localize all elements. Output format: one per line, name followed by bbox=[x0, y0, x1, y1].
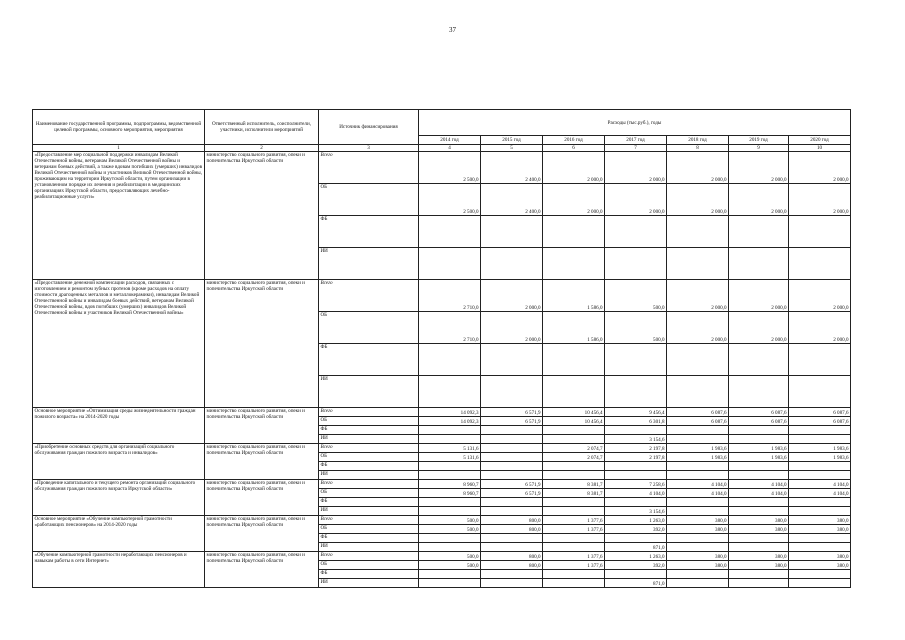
amount-cell: 380,0 bbox=[789, 552, 851, 561]
amount-cell bbox=[729, 376, 789, 408]
amount-cell bbox=[605, 498, 667, 507]
amount-cell bbox=[729, 543, 789, 552]
amount-cell bbox=[481, 376, 543, 408]
amount-cell: 500,0 bbox=[419, 561, 481, 570]
amount-cell: 2 400,0 bbox=[481, 184, 543, 216]
measure-executor: министерство социального развития, опеки и попечительства Иркутской области bbox=[205, 552, 319, 588]
amount-cell bbox=[789, 543, 851, 552]
amount-cell bbox=[729, 344, 789, 376]
table-row bbox=[33, 516, 851, 525]
amount-cell bbox=[543, 426, 605, 435]
amount-cell bbox=[481, 426, 543, 435]
measure-executor: министерство социального развития, опеки и попечительства Иркутской области bbox=[205, 408, 319, 444]
amount-cell bbox=[543, 435, 605, 444]
amount-cell bbox=[543, 543, 605, 552]
amount-cell bbox=[419, 570, 481, 579]
amount-cell bbox=[481, 462, 543, 471]
funding-source: ОБ bbox=[319, 525, 419, 534]
amount-cell bbox=[729, 248, 789, 280]
amount-cell: 380,0 bbox=[667, 516, 729, 525]
funding-source: ИИ bbox=[319, 543, 419, 552]
table-row bbox=[33, 280, 851, 312]
amount-cell: 380,0 bbox=[789, 561, 851, 570]
amount-cell: 380,0 bbox=[729, 516, 789, 525]
amount-cell: 871,0 bbox=[605, 579, 667, 588]
amount-cell bbox=[543, 248, 605, 280]
amount-cell bbox=[419, 507, 481, 516]
amount-cell: 4 104,0 bbox=[729, 480, 789, 489]
amount-cell bbox=[729, 426, 789, 435]
amount-cell: 6 571,9 bbox=[481, 480, 543, 489]
amount-cell bbox=[789, 507, 851, 516]
amount-cell: 2 000,0 bbox=[729, 152, 789, 184]
amount-cell bbox=[481, 534, 543, 543]
funding-source: ФБ bbox=[319, 498, 419, 507]
header-executor: Ответственный исполнитель, соисполнители, участники, исполнители мероприятий bbox=[205, 110, 319, 145]
amount-cell: 9 456,4 bbox=[605, 408, 667, 417]
column-number: 10 bbox=[789, 145, 851, 152]
table-row bbox=[33, 444, 851, 453]
amount-cell: 2 000,0 bbox=[667, 280, 729, 312]
amount-cell: 392,0 bbox=[605, 525, 667, 534]
funding-source: ИИ bbox=[319, 435, 419, 444]
amount-cell: 380,0 bbox=[667, 561, 729, 570]
amount-cell: 1 983,6 bbox=[667, 444, 729, 453]
amount-cell bbox=[481, 444, 543, 453]
amount-cell bbox=[667, 579, 729, 588]
funding-source: ФБ bbox=[319, 570, 419, 579]
funding-source: ОБ bbox=[319, 561, 419, 570]
amount-cell bbox=[605, 570, 667, 579]
amount-cell: 8 960,7 bbox=[419, 489, 481, 498]
amount-cell: 10 456,4 bbox=[543, 408, 605, 417]
amount-cell: 1 983,6 bbox=[667, 453, 729, 462]
amount-cell bbox=[605, 534, 667, 543]
amount-cell bbox=[481, 579, 543, 588]
amount-cell bbox=[605, 426, 667, 435]
amount-cell: 800,0 bbox=[481, 552, 543, 561]
amount-cell bbox=[419, 435, 481, 444]
amount-cell: 1 377,6 bbox=[543, 516, 605, 525]
amount-cell bbox=[543, 344, 605, 376]
amount-cell bbox=[543, 570, 605, 579]
amount-cell: 2 000,0 bbox=[605, 152, 667, 184]
amount-cell bbox=[419, 543, 481, 552]
amount-cell bbox=[789, 579, 851, 588]
amount-cell: 2 710,0 bbox=[419, 280, 481, 312]
funding-source: Всего bbox=[319, 152, 419, 184]
amount-cell: 1 983,6 bbox=[789, 453, 851, 462]
page-number: 37 bbox=[449, 26, 456, 34]
amount-cell bbox=[667, 462, 729, 471]
amount-cell: 2 500,0 bbox=[419, 152, 481, 184]
amount-cell: 500,0 bbox=[419, 552, 481, 561]
amount-cell: 1 263,0 bbox=[605, 516, 667, 525]
amount-cell bbox=[729, 534, 789, 543]
amount-cell: 380,0 bbox=[729, 525, 789, 534]
amount-cell: 5 131,6 bbox=[419, 453, 481, 462]
amount-cell: 380,0 bbox=[789, 525, 851, 534]
amount-cell: 380,0 bbox=[789, 516, 851, 525]
amount-cell: 380,0 bbox=[729, 561, 789, 570]
amount-cell bbox=[605, 344, 667, 376]
measure-name: Основное мероприятие «Оптимизация среды жизнедеятельности граждан пожилого возраста» на 2014-2020 годы bbox=[33, 408, 205, 444]
funding-source: ФБ bbox=[319, 426, 419, 435]
amount-cell: 2 000,0 bbox=[789, 312, 851, 344]
funding-source: ИИ bbox=[319, 507, 419, 516]
funding-source: ОБ bbox=[319, 312, 419, 344]
amount-cell: 6 087,6 bbox=[729, 408, 789, 417]
amount-cell: 2 500,0 bbox=[419, 184, 481, 216]
amount-cell bbox=[481, 498, 543, 507]
amount-cell bbox=[543, 579, 605, 588]
amount-cell bbox=[605, 376, 667, 408]
amount-cell: 2 000,0 bbox=[481, 280, 543, 312]
amount-cell: 6 087,6 bbox=[667, 408, 729, 417]
amount-cell: 3 154,6 bbox=[605, 507, 667, 516]
amount-cell: 4 104,0 bbox=[729, 489, 789, 498]
amount-cell: 8 381,7 bbox=[543, 489, 605, 498]
amount-cell bbox=[419, 534, 481, 543]
measure-executor: министерство социального развития, опеки и попечительства Иркутской области bbox=[205, 516, 319, 552]
amount-cell: 2 000,0 bbox=[605, 184, 667, 216]
amount-cell: 2 000,0 bbox=[667, 152, 729, 184]
amount-cell bbox=[419, 426, 481, 435]
amount-cell bbox=[419, 579, 481, 588]
amount-cell bbox=[543, 462, 605, 471]
amount-cell bbox=[789, 376, 851, 408]
funding-source: Всего bbox=[319, 552, 419, 561]
amount-cell bbox=[729, 435, 789, 444]
funding-source: ФБ bbox=[319, 462, 419, 471]
amount-cell: 1 377,6 bbox=[543, 561, 605, 570]
amount-cell bbox=[605, 462, 667, 471]
funding-source: ОБ bbox=[319, 453, 419, 462]
amount-cell bbox=[543, 534, 605, 543]
amount-cell bbox=[789, 462, 851, 471]
funding-source: Всего bbox=[319, 408, 419, 417]
amount-cell bbox=[543, 507, 605, 516]
funding-source: ИИ bbox=[319, 471, 419, 480]
amount-cell bbox=[667, 543, 729, 552]
amount-cell: 6 571,9 bbox=[481, 489, 543, 498]
amount-cell: 2 000,0 bbox=[481, 312, 543, 344]
amount-cell bbox=[729, 216, 789, 248]
amount-cell bbox=[667, 435, 729, 444]
table-row bbox=[33, 408, 851, 417]
amount-cell: 2 000,0 bbox=[729, 312, 789, 344]
amount-cell: 14 092,3 bbox=[419, 417, 481, 426]
amount-cell bbox=[419, 216, 481, 248]
header-expenses: Расходы (тыс.руб.), годы bbox=[419, 110, 851, 136]
measure-name: Основное мероприятие «Обучение компьютерной грамотности «работающих пенсионеров» на 2014-2020 годы bbox=[33, 516, 205, 552]
amount-cell: 6 571,9 bbox=[481, 408, 543, 417]
amount-cell: 4 104,0 bbox=[789, 480, 851, 489]
column-number: 8 bbox=[667, 145, 729, 152]
measure-name: «Проведение капитального и текущего ремонта организаций социального обслуживания граждан пожилого возраста Иркутской области» bbox=[33, 480, 205, 516]
amount-cell: 1 263,0 bbox=[605, 552, 667, 561]
amount-cell: 2 074,7 bbox=[543, 453, 605, 462]
header-year: 2019 год bbox=[729, 136, 789, 145]
amount-cell bbox=[667, 471, 729, 480]
amount-cell: 6 087,6 bbox=[789, 408, 851, 417]
funding-source: ОБ bbox=[319, 417, 419, 426]
amount-cell bbox=[543, 376, 605, 408]
budget-table bbox=[32, 109, 851, 588]
amount-cell: 800,0 bbox=[481, 561, 543, 570]
amount-cell: 500,0 bbox=[419, 525, 481, 534]
amount-cell bbox=[729, 471, 789, 480]
amount-cell: 4 104,0 bbox=[605, 489, 667, 498]
amount-cell: 2 000,0 bbox=[543, 184, 605, 216]
amount-cell: 2 000,0 bbox=[789, 152, 851, 184]
amount-cell: 1 983,6 bbox=[729, 453, 789, 462]
amount-cell: 1 586,0 bbox=[543, 312, 605, 344]
column-number: 4 bbox=[419, 145, 481, 152]
amount-cell bbox=[543, 471, 605, 480]
amount-cell bbox=[481, 248, 543, 280]
amount-cell bbox=[543, 216, 605, 248]
amount-cell bbox=[419, 376, 481, 408]
column-number: 7 bbox=[605, 145, 667, 152]
header-year: 2018 год bbox=[667, 136, 729, 145]
column-number: 2 bbox=[205, 145, 319, 152]
amount-cell bbox=[789, 248, 851, 280]
amount-cell: 1 983,6 bbox=[729, 444, 789, 453]
amount-cell: 3 154,6 bbox=[605, 435, 667, 444]
budget-table-body bbox=[33, 152, 851, 588]
funding-source: Всего bbox=[319, 444, 419, 453]
amount-cell: 6 571,9 bbox=[481, 417, 543, 426]
amount-cell bbox=[481, 216, 543, 248]
funding-source: ИИ bbox=[319, 376, 419, 408]
amount-cell: 2 710,0 bbox=[419, 312, 481, 344]
column-number: 5 bbox=[481, 145, 543, 152]
amount-cell bbox=[481, 435, 543, 444]
amount-cell: 4 104,0 bbox=[667, 480, 729, 489]
amount-cell bbox=[667, 507, 729, 516]
funding-source: ОБ bbox=[319, 489, 419, 498]
amount-cell: 8 381,7 bbox=[543, 480, 605, 489]
amount-cell: 1 377,6 bbox=[543, 525, 605, 534]
amount-cell: 4 104,0 bbox=[667, 489, 729, 498]
amount-cell: 6 301,8 bbox=[605, 417, 667, 426]
header-name: Наименование государственной программы, подпрограммы, ведомственной целевой программы, основного мероприятия, мероприятия bbox=[33, 110, 205, 145]
amount-cell bbox=[481, 507, 543, 516]
amount-cell bbox=[667, 570, 729, 579]
amount-cell: 14 092,3 bbox=[419, 408, 481, 417]
amount-cell bbox=[605, 471, 667, 480]
amount-cell bbox=[667, 248, 729, 280]
amount-cell bbox=[729, 579, 789, 588]
amount-cell: 8 960,7 bbox=[419, 480, 481, 489]
header-source: Источник финансирования bbox=[319, 110, 419, 145]
amount-cell: 10 456,4 bbox=[543, 417, 605, 426]
amount-cell bbox=[667, 344, 729, 376]
funding-source: ОБ bbox=[319, 184, 419, 216]
amount-cell: 500,0 bbox=[605, 280, 667, 312]
amount-cell: 2 000,0 bbox=[729, 280, 789, 312]
measure-executor: министерство социального развития, опеки и попечительства Иркутской области bbox=[205, 444, 319, 480]
amount-cell: 380,0 bbox=[667, 525, 729, 534]
amount-cell bbox=[729, 570, 789, 579]
funding-source: ФБ bbox=[319, 216, 419, 248]
amount-cell: 2 000,0 bbox=[543, 152, 605, 184]
amount-cell: 380,0 bbox=[729, 552, 789, 561]
header-year: 2017 год bbox=[605, 136, 667, 145]
amount-cell: 1 377,6 bbox=[543, 552, 605, 561]
amount-cell: 800,0 bbox=[481, 516, 543, 525]
amount-cell: 2 197,8 bbox=[605, 444, 667, 453]
funding-source: ФБ bbox=[319, 344, 419, 376]
measure-executor: министерство социального развития, опеки и попечительства Иркутской области bbox=[205, 280, 319, 408]
amount-cell: 2 197,8 bbox=[605, 453, 667, 462]
amount-cell: 2 000,0 bbox=[729, 184, 789, 216]
measure-name: «Приобретение основных средств для организаций социального обслуживания граждан пожилого возраста и инвалидов» bbox=[33, 444, 205, 480]
amount-cell: 6 087,6 bbox=[729, 417, 789, 426]
amount-cell: 4 104,0 bbox=[789, 489, 851, 498]
measure-executor: министерство социального развития, опеки и попечительства Иркутской области bbox=[205, 480, 319, 516]
column-number: 6 bbox=[543, 145, 605, 152]
column-number: 1 bbox=[33, 145, 205, 152]
amount-cell bbox=[729, 498, 789, 507]
amount-cell bbox=[667, 534, 729, 543]
funding-source: ФБ bbox=[319, 534, 419, 543]
amount-cell bbox=[419, 462, 481, 471]
amount-cell bbox=[729, 462, 789, 471]
amount-cell bbox=[667, 216, 729, 248]
amount-cell bbox=[789, 534, 851, 543]
amount-cell bbox=[667, 426, 729, 435]
measure-executor: министерство социального развития, опеки и попечительства Иркутской области bbox=[205, 152, 319, 280]
measure-name: «Предоставление денежной компенсации расходов, связанных с изготовлением и ремонтом зубных протезов (кроме расходов на оплату стоимости драгоценных металлов и металлокерамики), инвалидам Великой Отечественной войны и инвалидам боевых действий, ветеранам Великой Отечественной войны, вдов погибших (умерших) инвалидов Великой Отечественной войны и участников Великой Отечественной войны» bbox=[33, 280, 205, 408]
header-year: 2014 год bbox=[419, 136, 481, 145]
amount-cell: 500,0 bbox=[419, 516, 481, 525]
amount-cell: 2 074,7 bbox=[543, 444, 605, 453]
amount-cell bbox=[789, 344, 851, 376]
funding-source: Всего bbox=[319, 480, 419, 489]
amount-cell bbox=[667, 498, 729, 507]
amount-cell bbox=[789, 498, 851, 507]
amount-cell bbox=[729, 507, 789, 516]
table-row bbox=[33, 480, 851, 489]
amount-cell: 1 983,6 bbox=[789, 444, 851, 453]
funding-source: ИИ bbox=[319, 579, 419, 588]
funding-source: ИИ bbox=[319, 248, 419, 280]
header-year: 2020 год bbox=[789, 136, 851, 145]
table-row bbox=[33, 152, 851, 184]
amount-cell bbox=[419, 471, 481, 480]
amount-cell: 380,0 bbox=[667, 552, 729, 561]
amount-cell: 7 258,6 bbox=[605, 480, 667, 489]
amount-cell bbox=[789, 216, 851, 248]
funding-source: Всего bbox=[319, 280, 419, 312]
amount-cell bbox=[789, 570, 851, 579]
amount-cell: 800,0 bbox=[481, 525, 543, 534]
column-number: 3 bbox=[319, 145, 419, 152]
amount-cell bbox=[419, 344, 481, 376]
amount-cell bbox=[789, 435, 851, 444]
amount-cell bbox=[605, 216, 667, 248]
amount-cell: 6 087,6 bbox=[667, 417, 729, 426]
amount-cell bbox=[481, 453, 543, 462]
measure-name: «Предоставление мер социальной поддержки инвалидам Великой Отечественной войны, ветеранам Великой Отечественной войны и ветеранам боевых действий, а также вдовам погибших (умерших) инвалидов Великой Отечественной войны и участников Великой Отечественной войны, проживающим на территории Иркутской области, путем организации в установленном порядке их лечения и реабилитации в медицинских организациях Иркутской области, предоставляющих лечебно-реабилитационные услуги» bbox=[33, 152, 205, 280]
amount-cell: 5 131,6 bbox=[419, 444, 481, 453]
funding-source: Всего bbox=[319, 516, 419, 525]
header-year: 2015 год bbox=[481, 136, 543, 145]
amount-cell bbox=[481, 344, 543, 376]
amount-cell bbox=[789, 426, 851, 435]
amount-cell bbox=[481, 570, 543, 579]
amount-cell bbox=[481, 471, 543, 480]
amount-cell: 871,0 bbox=[605, 543, 667, 552]
amount-cell: 2 400,0 bbox=[481, 152, 543, 184]
amount-cell: 392,0 bbox=[605, 561, 667, 570]
amount-cell: 2 000,0 bbox=[667, 184, 729, 216]
column-number: 9 bbox=[729, 145, 789, 152]
amount-cell: 2 000,0 bbox=[667, 312, 729, 344]
amount-cell: 500,0 bbox=[605, 312, 667, 344]
amount-cell: 2 000,0 bbox=[789, 184, 851, 216]
amount-cell bbox=[667, 376, 729, 408]
measure-name: «Обучение компьютерной грамотности неработающих пенсионеров и навыкам работы в сети Интернет» bbox=[33, 552, 205, 588]
amount-cell bbox=[543, 498, 605, 507]
amount-cell: 6 087,6 bbox=[789, 417, 851, 426]
amount-cell bbox=[605, 248, 667, 280]
amount-cell bbox=[419, 248, 481, 280]
amount-cell bbox=[789, 471, 851, 480]
amount-cell bbox=[481, 543, 543, 552]
amount-cell: 1 586,0 bbox=[543, 280, 605, 312]
amount-cell: 2 000,0 bbox=[789, 280, 851, 312]
amount-cell bbox=[419, 498, 481, 507]
header-year: 2016 год bbox=[543, 136, 605, 145]
table-row bbox=[33, 552, 851, 561]
